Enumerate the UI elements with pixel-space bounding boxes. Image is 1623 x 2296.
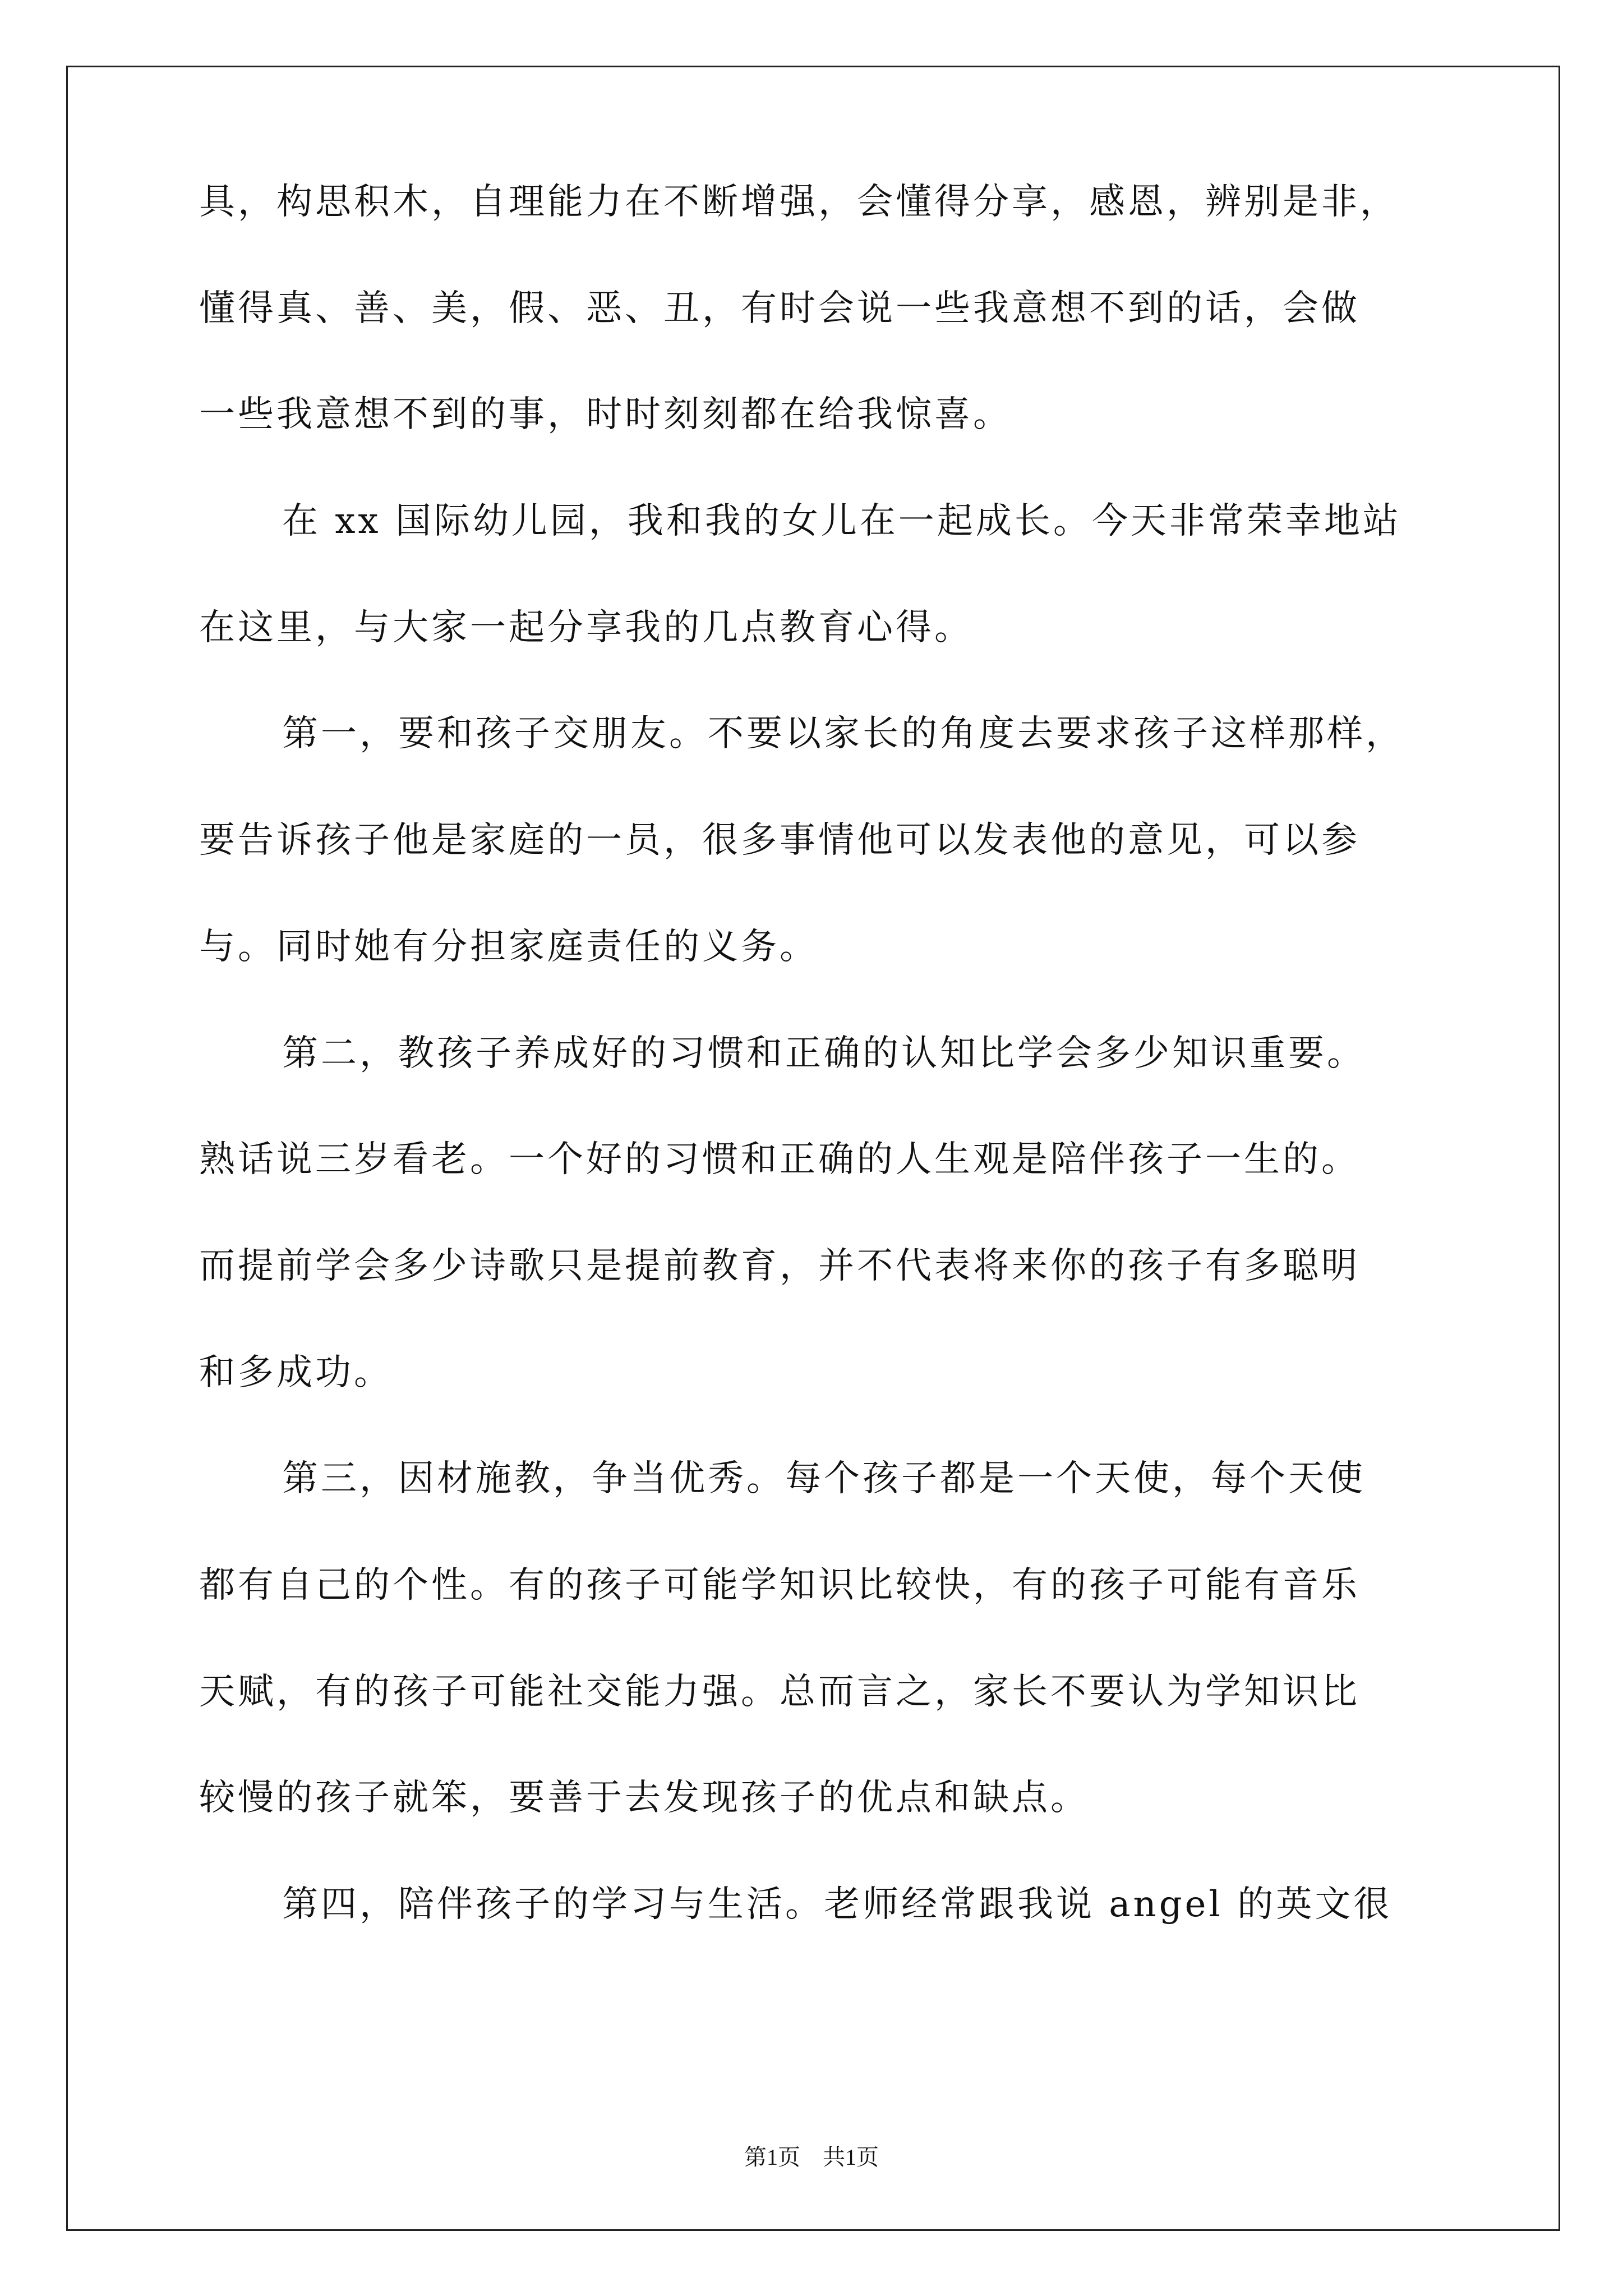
text-line: 都有自己的个性。有的孩子可能学知识比较快，有的孩子可能有音乐	[199, 1564, 1360, 1606]
text-line: 第四，陪伴孩子的学习与生活。老师经常跟我说 angel 的英文很	[282, 1884, 1393, 1925]
text-line: 第一，要和孩子交朋友。不要以家长的角度去要求孩子这样那样，	[282, 713, 1404, 755]
text-line: 第二，教孩子养成好的习惯和正确的认知比学会多少知识重要。	[282, 1032, 1366, 1074]
text-line: 在这里，与大家一起分享我的几点教育心得。	[199, 606, 973, 648]
text-line: 懂得真、善、美，假、恶、丑，有时会说一些我意想不到的话，会做	[199, 287, 1360, 329]
text-line: 而提前学会多少诗歌只是提前教育，并不代表将来你的孩子有多聪明	[199, 1245, 1360, 1287]
page-footer: 第1页 共1页	[744, 2145, 879, 2170]
text-line: 在 xx 国际幼儿园，我和我的女儿在一起成长。今天非常荣幸地站	[282, 500, 1401, 542]
text-line: 一些我意想不到的事，时时刻刻都在给我惊喜。	[199, 394, 1012, 436]
text-line: 具，构思积木，自理能力在不断增强，会懂得分享，感恩，辨别是非，	[199, 181, 1399, 223]
text-line: 天赋，有的孩子可能社交能力强。总而言之，家长不要认为学知识比	[199, 1671, 1360, 1713]
text-line: 与。同时她有分担家庭责任的义务。	[199, 926, 818, 968]
text-line: 较慢的孩子就笨，要善于去发现孩子的优点和缺点。	[199, 1777, 1089, 1819]
document-body	[199, 181, 1438, 1993]
text-line: 熟话说三岁看老。一个好的习惯和正确的人生观是陪伴孩子一生的。	[199, 1139, 1360, 1181]
text-line: 第三，因材施教，争当优秀。每个孩子都是一个天使，每个天使	[282, 1458, 1366, 1500]
text-line: 要告诉孩子他是家庭的一员，很多事情他可以发表他的意见，可以参	[199, 820, 1360, 862]
text-line: 和多成功。	[199, 1351, 393, 1393]
